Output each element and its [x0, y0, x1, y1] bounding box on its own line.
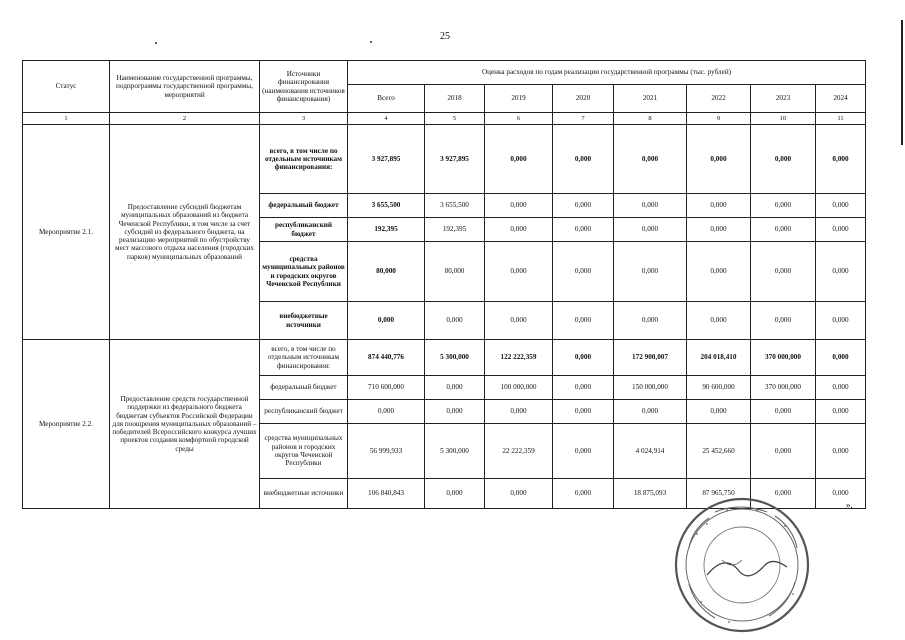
value-cell: 0,000 [614, 194, 687, 218]
measure-name: Предоставление субсидий бюджетам муниципальных образований из бюджета Чеченской Республики, в том числе за счет субсидий из федерального бюджета, на реализацию мероприятий по обустройству мест массового отдыха населения (городских парков) муниципальных образований [110, 125, 260, 340]
value-cell: 0,000 [553, 242, 614, 302]
value-cell: 87 965,750 [687, 479, 751, 509]
end-mark: ». [846, 500, 853, 510]
value-cell: 0,000 [751, 242, 816, 302]
value-cell: 18 875,093 [614, 479, 687, 509]
header-row [23, 61, 866, 85]
value-cell: 5 300,000 [425, 424, 485, 479]
value-cell: 25 452,660 [687, 424, 751, 479]
scan-edge-line [901, 20, 903, 145]
value-cell: 0,000 [816, 218, 866, 242]
value-cell: 0,000 [348, 400, 425, 424]
value-cell: 0,000 [485, 218, 553, 242]
column-number: 8 [614, 113, 687, 125]
value-cell: 192,395 [425, 218, 485, 242]
value-cell: 0,000 [687, 125, 751, 194]
value-cell: 0,000 [816, 376, 866, 400]
header-year: 2022 [687, 85, 751, 113]
source-cell: всего, в том числе по отдельным источникам финансирования: [260, 340, 348, 376]
value-cell: 0,000 [614, 302, 687, 340]
value-cell: 0,000 [485, 400, 553, 424]
value-cell: 3 655,500 [425, 194, 485, 218]
source-cell: федеральный бюджет [260, 194, 348, 218]
column-number: 4 [348, 113, 425, 125]
scan-speck [370, 41, 372, 43]
value-cell: 0,000 [614, 218, 687, 242]
value-cell: 0,000 [553, 218, 614, 242]
value-cell: 710 600,000 [348, 376, 425, 400]
value-cell: 106 840,843 [348, 479, 425, 509]
source-cell: всего, в том числе по отдельным источникам финансирования: [260, 125, 348, 194]
value-cell: 100 000,000 [485, 376, 553, 400]
value-cell: 0,000 [751, 479, 816, 509]
value-cell: 0,000 [816, 340, 866, 376]
value-cell: 0,000 [816, 302, 866, 340]
column-number: 9 [687, 113, 751, 125]
value-cell: 0,000 [687, 400, 751, 424]
value-cell: 0,000 [553, 125, 614, 194]
header-status: Статус [23, 61, 110, 113]
source-cell: республиканский бюджет [260, 218, 348, 242]
value-cell: 0,000 [687, 218, 751, 242]
value-cell: 192,395 [348, 218, 425, 242]
value-cell: 0,000 [816, 125, 866, 194]
header-year: 2018 [425, 85, 485, 113]
value-cell: 0,000 [751, 125, 816, 194]
header-year: 2024 [816, 85, 866, 113]
value-cell: 80,000 [348, 242, 425, 302]
value-cell: 150 000,000 [614, 376, 687, 400]
value-cell: 0,000 [751, 194, 816, 218]
value-cell: 0,000 [816, 479, 866, 509]
value-cell: 0,000 [816, 194, 866, 218]
value-cell: 80,000 [425, 242, 485, 302]
value-cell: 0,000 [614, 125, 687, 194]
source-cell: внебюджетные источники [260, 302, 348, 340]
value-cell: 3 927,895 [348, 125, 425, 194]
value-cell: 0,000 [553, 400, 614, 424]
value-cell: 4 024,914 [614, 424, 687, 479]
value-cell: 0,000 [751, 424, 816, 479]
source-cell: федеральный бюджет [260, 376, 348, 400]
column-number: 3 [260, 113, 348, 125]
value-cell: 0,000 [687, 242, 751, 302]
value-cell: 0,000 [687, 302, 751, 340]
column-number: 10 [751, 113, 816, 125]
value-cell: 0,000 [553, 340, 614, 376]
value-cell: 0,000 [425, 479, 485, 509]
source-cell: республиканский бюджет [260, 400, 348, 424]
value-cell: 172 900,007 [614, 340, 687, 376]
value-cell: 0,000 [614, 400, 687, 424]
header-name: Наименование государственной программы, подпрограммы государственной программы, мероприятий [110, 61, 260, 113]
source-cell: средства муниципальных районов и городских округов Чеченской Республики [260, 242, 348, 302]
value-cell: 0,000 [348, 302, 425, 340]
measure-name: Предоставление средств государственной поддержки из федерального бюджета бюджетам субъектов Российской Федерации для поощрения муниципальных образований – победителей Всероссийского конкурса лучших проектов создания комфортной городской среды [110, 340, 260, 509]
value-cell: 22 222,359 [485, 424, 553, 479]
header-total: Всего [348, 85, 425, 113]
value-cell: 0,000 [687, 194, 751, 218]
value-cell: 0,000 [485, 194, 553, 218]
value-cell: 0,000 [425, 302, 485, 340]
value-cell: 370 000,000 [751, 340, 816, 376]
header-year: 2020 [553, 85, 614, 113]
value-cell: 0,000 [614, 242, 687, 302]
value-cell: 370 000,000 [751, 376, 816, 400]
value-cell: 0,000 [816, 400, 866, 424]
measure-status: Мероприятие 2.1. [23, 125, 110, 340]
column-number-row [23, 113, 866, 125]
value-cell: 0,000 [553, 376, 614, 400]
header-year: 2021 [614, 85, 687, 113]
value-cell: 3 927,895 [425, 125, 485, 194]
value-cell: 0,000 [485, 242, 553, 302]
value-cell: 0,000 [485, 479, 553, 509]
column-number: 2 [110, 113, 260, 125]
value-cell: 0,000 [425, 376, 485, 400]
measure-status: Мероприятие 2.2. [23, 340, 110, 509]
value-cell: 122 222,359 [485, 340, 553, 376]
value-cell: 0,000 [816, 424, 866, 479]
scan-speck [155, 42, 157, 44]
column-number: 6 [485, 113, 553, 125]
header-year: 2019 [485, 85, 553, 113]
source-cell: внебюджетные источники [260, 479, 348, 509]
table-row [23, 125, 866, 194]
budget-table [22, 60, 866, 509]
value-cell: 0,000 [553, 302, 614, 340]
value-cell: 0,000 [751, 400, 816, 424]
value-cell: 0,000 [751, 302, 816, 340]
column-number: 5 [425, 113, 485, 125]
page-number: 25 [440, 31, 450, 42]
value-cell: 3 655,500 [348, 194, 425, 218]
column-number: 11 [816, 113, 866, 125]
column-number: 1 [23, 113, 110, 125]
column-number: 7 [553, 113, 614, 125]
header-estimate: Оценка расходов по годам реализации государственной программы (тыс. рублей) [348, 61, 866, 85]
value-cell: 90 600,000 [687, 376, 751, 400]
round-seal-stamp [667, 490, 817, 640]
value-cell: 0,000 [485, 125, 553, 194]
value-cell: 56 999,933 [348, 424, 425, 479]
value-cell: 0,000 [485, 302, 553, 340]
value-cell: 0,000 [751, 218, 816, 242]
value-cell: 204 018,410 [687, 340, 751, 376]
source-cell: средства муниципальных районов и городских округов Чеченской Республики [260, 424, 348, 479]
header-sources: Источники финансирования (наименования источников финансирования) [260, 61, 348, 113]
table-row [23, 340, 866, 376]
value-cell: 5 300,000 [425, 340, 485, 376]
value-cell: 0,000 [425, 400, 485, 424]
value-cell: 0,000 [553, 194, 614, 218]
value-cell: 0,000 [816, 242, 866, 302]
value-cell: 0,000 [553, 424, 614, 479]
value-cell: 874 440,776 [348, 340, 425, 376]
header-year: 2023 [751, 85, 816, 113]
value-cell: 0,000 [553, 479, 614, 509]
